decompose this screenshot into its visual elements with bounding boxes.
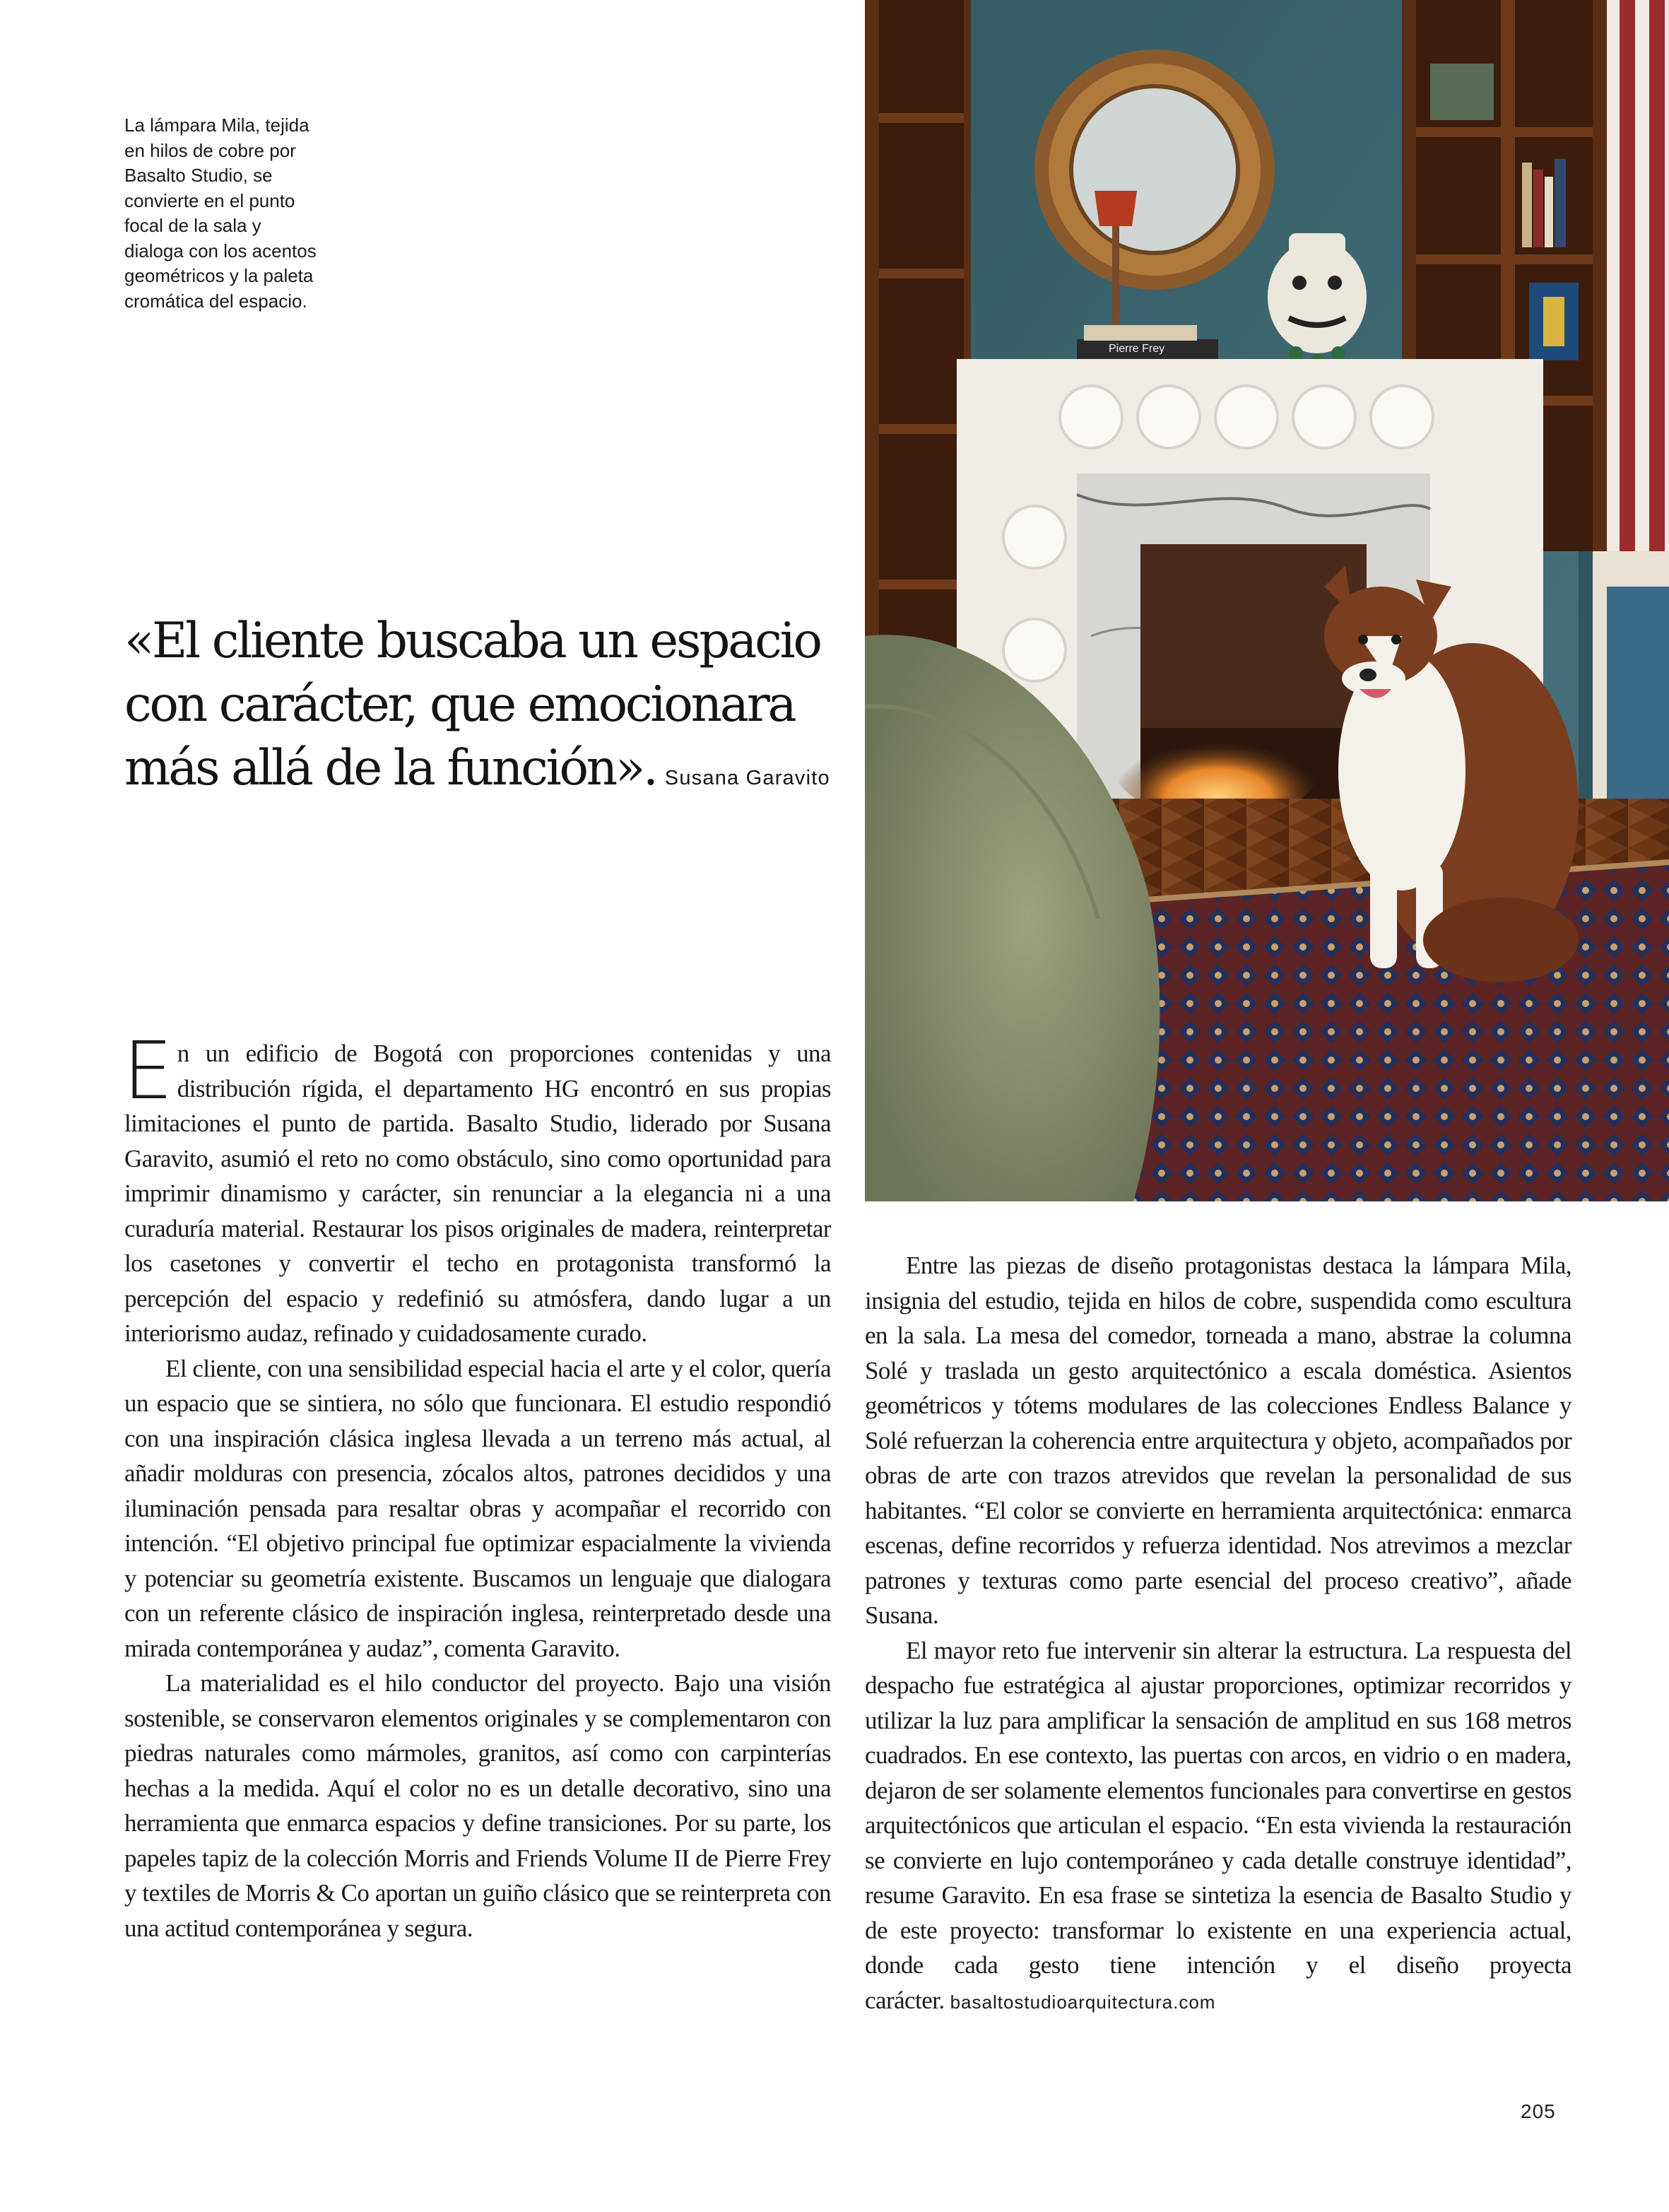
pull-quote-line-2: con carácter, que emocionara (124, 676, 795, 733)
living-room-photo (865, 0, 1669, 1201)
pull-quote-line-1: «El cliente buscaba un espacio (124, 613, 820, 669)
article-paragraph: El cliente, con una sensibilidad especial hacia el arte y el color, quería un espacio que se sintiera, no sólo que funcionara. El estudio respondió con una inspiración clásica inglesa llevada a un terreno más actual, al añadir molduras con presencia, zócalos altos, patrones decididos y una iluminación pensada para resaltar obras y acompañar el recorrido con intención. “El objetivo principal fue optimizar espacialmente la vivienda y potenciar su geometría existente. Buscamos un lenguaje que dialogara con un referente clásico de inspiración inglesa, reinterpretado desde una mirada contemporánea y audaz”, comenta Garavito. (124, 1354, 831, 1662)
website-credit: basaltostudioarquitectura.com (950, 1991, 1216, 2013)
article-column-right (865, 1248, 1571, 2020)
pull-quote (124, 609, 845, 810)
drop-cap: E (123, 1025, 173, 1117)
book-spine-text: Pierre Frey (1109, 343, 1165, 355)
photo-caption (124, 113, 358, 314)
caption-text: La lámpara Mila, tejida en hilos de cobre por Basalto Studio, se convierte en el punto focal de la sala y dialoga con los acentos geométricos y la paleta cromática del espacio. (124, 114, 317, 312)
living-room-illustration (865, 0, 1669, 1201)
article-paragraph: La materialidad es el hilo conductor del proyecto. Bajo una visión sostenible, se conservaron elementos originales y se complementaron con piedras naturales como mármoles, granitos, así como con carpinterías hechas a la medida. Aquí el color no es un detalle decorativo, sino una herramienta que enmarca espacios y define transiciones. Por su parte, los papeles tapiz de la colección Morris and Friends Volume II de Pierre Frey y textiles de Morris & Co aportan un guiño clásico que se reinterpreta con una actitud contemporánea y segura. (124, 1669, 831, 1942)
pull-quote-author: Susana Garavito (664, 767, 830, 789)
pull-quote-line-3: más allá de la función». (124, 740, 656, 796)
article-column-left (123, 1025, 831, 1946)
article-paragraph: El mayor reto fue intervenir sin alterar la estructura. La respuesta del despacho fue estratégica al ajustar proporciones, optimizar recorridos y utilizar la luz para amplificar la sensación de amplitud en sus 168 metros cuadrados. En ese contexto, las puertas con arcos, en vidrio o en madera, dejaron de ser solamente elementos funcionales para convertirse en gestos arquitectónicos que articulan el espacio. “En esta vivienda la restauración se convierte en lujo contemporáneo y cada detalle construye identidad”, resume Garavito. En esa frase se sintetiza la esencia de Basalto Studio y de este proyecto: transformar lo existente en una experiencia actual, donde cada gesto tiene intención y el diseño proyecta carácter. basaltostudioarquitectura.com (865, 1636, 1571, 2014)
article-paragraph: Entre las piezas de diseño protagonistas destaca la lámpara Mila, insignia del estudio, tejida en hilos de cobre, suspendida como escultura en la sala. La mesa del comedor, torneada a mano, abstrae la columna Solé y traslada un gesto arquitectónico a escala doméstica. Asientos geométricos y tótems modulares de las colecciones Endless Balance y Solé refuerzan la coherencia entre arquitectura y objeto, acompañados por obras de arte con trazos atrevidos que revelan la personalidad de sus habitantes. “El color se convierte en herramienta arquitectónica: enmarca escenas, define recorridos y refuerza identidad. Nos atrevimos a mezclar patrones y texturas como parte esencial del proceso creativo”, añade Susana. (865, 1252, 1571, 1629)
page-number: 205 (1521, 2100, 1556, 2122)
article-paragraph: En un edificio de Bogotá con proporciones contenidas y una distribución rígida, el departamento HG encontró en sus propias limitaciones el punto de partida. Basalto Studio, liderado por Susana Garavito, asumió el reto no como obstáculo, sino como oportunidad para imprimir dinamismo y carácter, sin renunciar a la elegancia ni a una curaduría material. Restaurar los pisos originales de madera, reinterpretar los casetones y convertir el techo en protagonista transformó la percepción del espacio y redefinió su atmósfera, dando lugar a un interiorismo audaz, refinado y cuidadosamente curado. (123, 1025, 831, 1347)
